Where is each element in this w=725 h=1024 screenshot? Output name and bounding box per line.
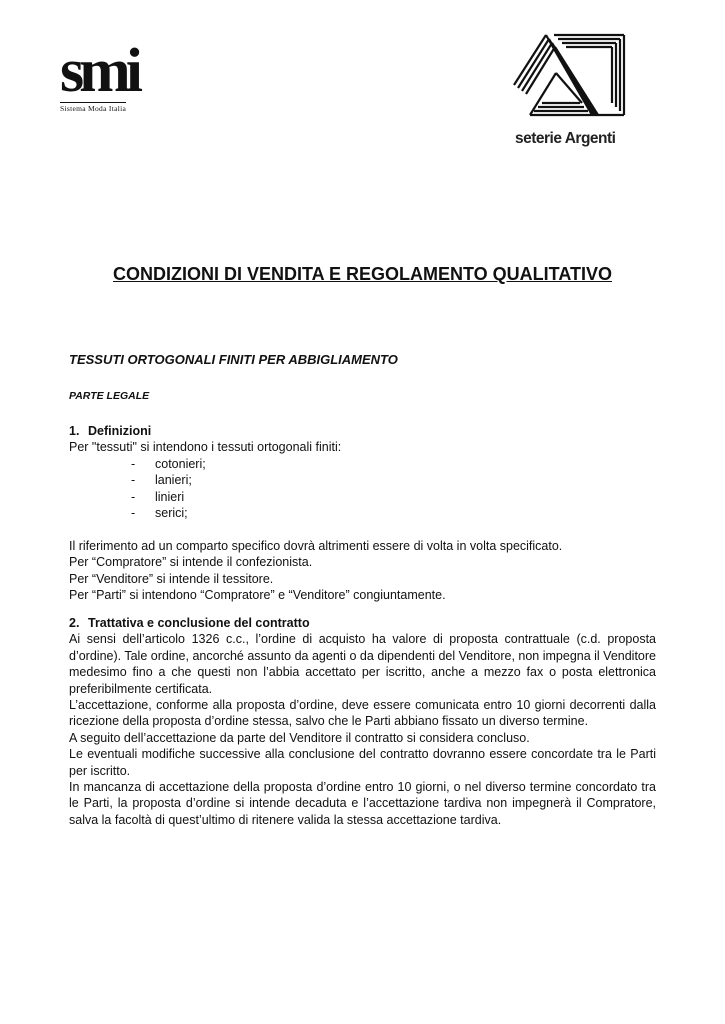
document-subtitle: TESSUTI ORTOGONALI FINITI PER ABBIGLIAMENTO <box>69 352 398 367</box>
list-item: - lanieri; <box>131 473 192 488</box>
section-heading: 2. Trattativa e conclusione del contratto <box>69 616 310 630</box>
smi-logo <box>60 37 150 114</box>
seterie-argenti-name: seterie Argenti <box>515 130 616 147</box>
paragraph: A seguito dell’accettazione da parte del Venditore il contratto si considera concluso. <box>69 730 530 745</box>
list-item: - serici; <box>131 506 188 521</box>
smi-logo-caption: Sistema Moda Italia <box>60 104 127 113</box>
paragraph: Le eventuali modifiche successive alla conclusione del contratto dovranno essere concordate tra le Parti per iscritto. <box>69 747 656 778</box>
smi-logo-mark: smi <box>60 37 138 105</box>
paragraph: Per "tessuti" si intendono i tessuti ortogonali finiti: <box>69 440 342 455</box>
section-definizioni <box>69 423 656 603</box>
paragraph: Per “Venditore” si intende il tessitore. <box>69 571 274 586</box>
fabric-list <box>69 456 656 522</box>
paragraph: Ai sensi dell’articolo 1326 c.c., l’ordine di acquisto ha valore di proposta contrattuale (c.d. proposta d’ordine). Tale ordine, ancorché assunto da agenti o da dipendenti del Venditore, non impegna il Venditore medesimo fino a che questi non l’abbia accettato per iscritto, anche a mezzo fax o posta elettronica preferibilmente certificata. <box>69 632 656 696</box>
document-title: CONDIZIONI DI VENDITA E REGOLAMENTO QUALITATIVO <box>113 264 612 284</box>
paragraph: Per “Compratore” si intende il confezionista. <box>69 555 313 570</box>
list-item: - linieri <box>131 489 185 504</box>
section-heading: 1. Definizioni <box>69 424 152 438</box>
part-heading: PARTE LEGALE <box>69 390 150 402</box>
section-trattativa <box>69 615 656 828</box>
list-item: - cotonieri; <box>131 456 206 471</box>
paragraph: Per “Parti” si intendono “Compratore” e “Venditore” congiuntamente. <box>69 588 446 603</box>
seterie-argenti-logo-icon <box>512 33 626 117</box>
paragraph: In mancanza di accettazione della proposta d’ordine entro 10 giorni, o nel diverso termine concordato tra le Parti, la proposta d’ordine si intende decaduta e l’accettazione tardiva non impegnerà il Compratore, salva la facoltà di quest’ultimo di ritenere valida la stessa accettazione tardiva. <box>69 780 656 827</box>
paragraph: Il riferimento ad un comparto specifico dovrà altrimenti essere di volta in volta specificato. <box>69 538 563 553</box>
paragraph: L’accettazione, conforme alla proposta d’ordine, deve essere comunicata entro 10 giorni decorrenti dalla ricezione della proposta d’ordine stessa, salvo che le Parti abbiano fissato un diverso termine. <box>69 698 656 729</box>
